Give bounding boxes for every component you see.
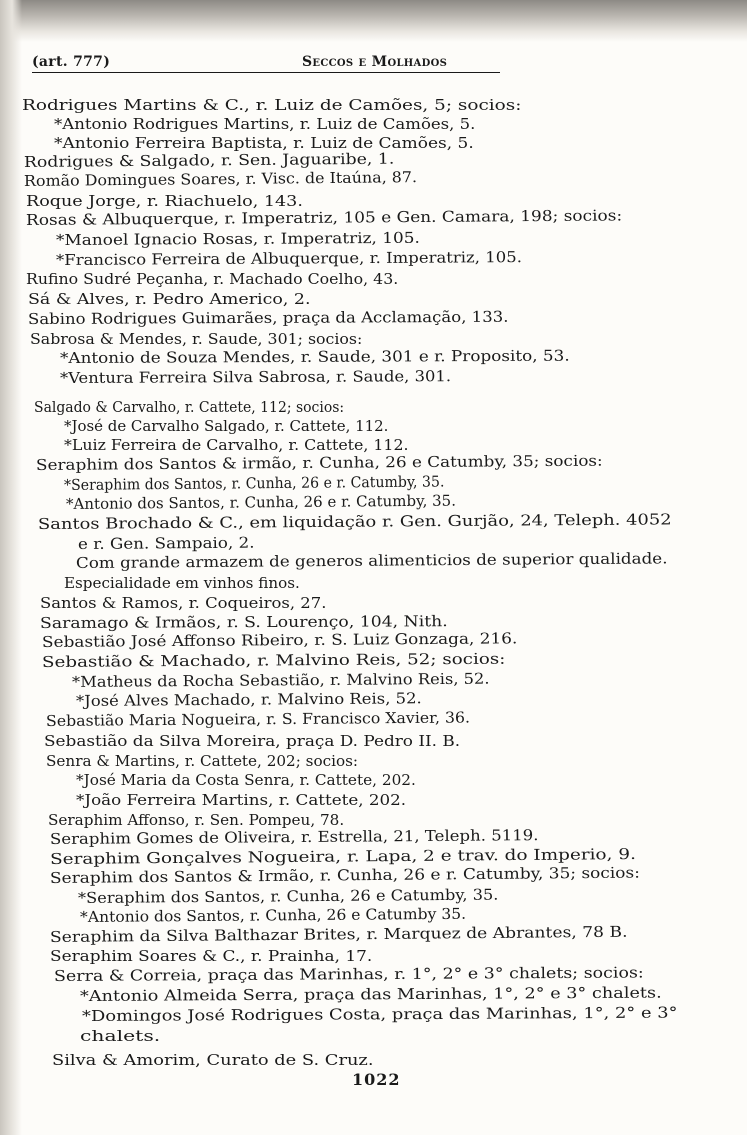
listing-line: Seraphim Gomes de Oliveira, r. Estrella, 21, Teleph. 5119.: [49, 826, 539, 848]
section-title: Seccos e Molhados: [302, 54, 448, 70]
listing-line: e r. Gen. Sampaio, 2.: [77, 533, 255, 553]
listing-line: Sabrosa & Mendes, r. Saude, 301; socios:: [30, 330, 363, 348]
listing-line: *Antonio de Souza Mendes, r. Saude, 301 e r. Proposito, 53.: [59, 346, 570, 367]
listing-line: Sebastião Maria Nogueira, r. S. Francisco Xavier, 36.: [45, 708, 471, 730]
listing-line: *Antonio Ferreira Baptista, r. Luiz de Camões, 5.: [54, 134, 474, 152]
listing-line: Serra & Correia, praça das Marinhas, r. 1°, 2° e 3° chalets; socios:: [53, 963, 644, 985]
listing-line: *Ventura Ferreira Silva Sabrosa, r. Saude, 301.: [59, 367, 452, 387]
listing-line: *Antonio dos Santos, r. Cunha, 26 e Catumby 35.: [79, 904, 467, 926]
listing-line: Senra & Martins, r. Cattete, 202; socios:: [46, 752, 359, 770]
listing-line: Sá & Alves, r. Pedro Americo, 2.: [28, 290, 311, 308]
listing-line: Salgado & Carvalho, r. Cattete, 112; socios:: [34, 398, 345, 416]
listing-line: *Antonio Almeida Serra, praça das Marinhas, 1°, 2° e 3° chalets.: [79, 983, 662, 1005]
listing-line: *Antonio Rodrigues Martins, r. Luiz de Camões, 5.: [54, 115, 476, 133]
listing-line: *Matheus da Rocha Sebastião, r. Malvino Reis, 52.: [71, 669, 490, 691]
listing-line: Seraphim Soares & C., r. Prainha, 17.: [50, 947, 373, 965]
listing-line: Rufino Sudré Peçanha, r. Machado Coelho, 43.: [26, 270, 399, 288]
listing-line: Seraphim Gonçalves Nogueira, r. Lapa, 2 e trav. do Imperio, 9.: [49, 845, 637, 868]
page-number: 1022: [352, 1070, 401, 1089]
listing-line: Saramago & Irmãos, r. S. Lourenço, 104, Nith.: [39, 612, 448, 632]
listing-line: Seraphim Affonso, r. Sen. Pompeu, 78.: [48, 811, 345, 829]
listing-line: Seraphim dos Santos & irmão, r. Cunha, 26 e Catumby, 35; socios:: [35, 451, 603, 474]
listing-line: *Seraphim dos Santos, r. Cunha, 26 e Catumby, 35.: [77, 885, 499, 907]
listing-line: Sebastião da Silva Moreira, praça D. Pedro II. B.: [44, 732, 461, 750]
listing-line: *João Ferreira Martins, r. Cattete, 202.: [76, 791, 407, 809]
listing-line: *José de Carvalho Salgado, r. Cattete, 112.: [64, 417, 389, 435]
page-scan-edge-top: [0, 0, 747, 42]
listing-line: *Francisco Ferreira de Albuquerque, r. Imperatriz, 105.: [55, 248, 522, 269]
listing-line: Sebastião José Affonso Ribeiro, r. S. Luiz Gonzaga, 216.: [41, 629, 518, 651]
page-scan-edge-left: [0, 0, 22, 1135]
listing-line: Roque Jorge, r. Riachuelo, 143.: [26, 192, 303, 210]
listing-line: Especialidade em vinhos finos.: [64, 574, 300, 592]
article-reference: (art. 777): [32, 54, 111, 70]
listing-line: Sebastião & Machado, r. Malvino Reis, 52; socios:: [41, 649, 506, 671]
listing-line: Silva & Amorim, Curato de S. Cruz.: [52, 1051, 374, 1069]
listing-line: Com grande armazem de generos alimenticios de superior qualidade.: [75, 549, 668, 572]
listing-line: *Seraphim dos Santos, r. Cunha, 26 e r. Catumby, 35.: [63, 472, 445, 494]
listing-line: Seraphim dos Santos & Irmão, r. Cunha, 26 e r. Catumby, 35; socios:: [49, 863, 640, 887]
listing-line: *José Maria da Costa Senra, r. Cattete, 202.: [76, 771, 416, 789]
running-header: [32, 54, 500, 74]
listing-line: Santos Brochado & C., em liquidação r. Gen. Gurjão, 24, Teleph. 4052: [37, 510, 672, 533]
listing-line: Rosas & Albuquerque, r. Imperatriz, 105 e Gen. Camara, 198; socios:: [25, 206, 623, 229]
listing-line: Santos & Ramos, r. Coqueiros, 27.: [40, 594, 327, 612]
listing-line: Sabino Rodrigues Guimarães, praça da Acclamação, 133.: [27, 307, 509, 328]
listing-line: Romão Domingues Soares, r. Visc. de Itaúna, 87.: [23, 168, 418, 190]
header-rule: [32, 72, 500, 73]
listing-line: *Luiz Ferreira de Carvalho, r. Cattete, 112.: [64, 436, 409, 454]
listing-line: *Domingos José Rodrigues Costa, praça das Marinhas, 1°, 2° e 3°: [81, 1003, 678, 1025]
listing-line: Seraphim da Silva Balthazar Brites, r. Marquez de Abrantes, 78 B.: [49, 922, 628, 946]
listing-line: *José Alves Machado, r. Malvino Reis, 52.: [75, 689, 422, 710]
listing-line: chalets.: [80, 1027, 161, 1045]
listing-line: *Antonio dos Santos, r. Cunha, 26 e r. Catumby, 35.: [65, 491, 457, 513]
listing-line: Rodrigues & Salgado, r. Sen. Jaguaribe, 1.: [23, 149, 395, 171]
listing-line: Rodrigues Martins & C., r. Luiz de Camões, 5; socios:: [22, 96, 522, 114]
listing-line: *Manoel Ignacio Rosas, r. Imperatriz, 105.: [55, 228, 420, 249]
